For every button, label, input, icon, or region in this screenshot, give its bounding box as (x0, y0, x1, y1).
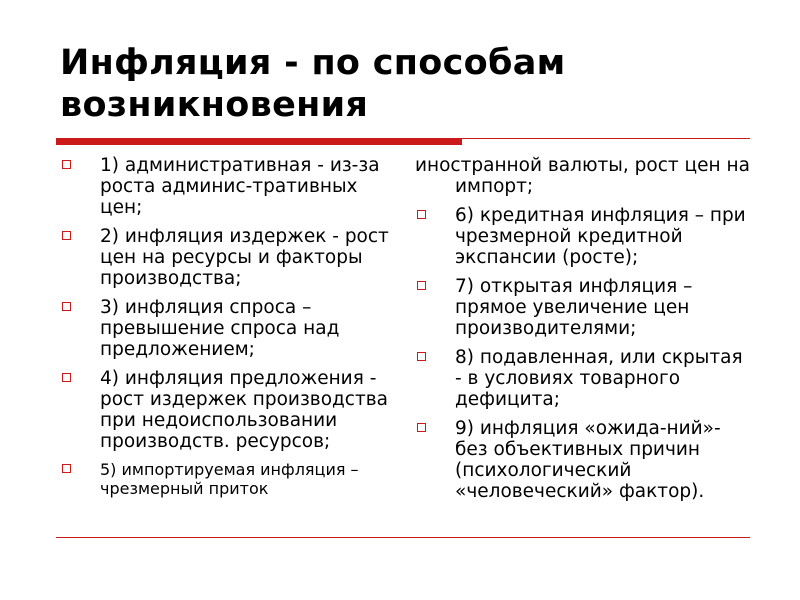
square-bullet-icon (62, 231, 71, 240)
square-bullet-icon (62, 160, 71, 169)
list-item-text: 7) открытая инфляция – прямое увеличение цен производителями; (455, 276, 693, 339)
bottom-divider (56, 537, 750, 538)
list-item-text: 6) кредитная инфляция – при чрезмерной кредитной экспансии (росте); (455, 205, 746, 268)
list-item-text: 8) подавленная, или скрытая - в условиях товарного дефицита; (455, 347, 743, 410)
list-item (60, 155, 400, 218)
square-bullet-icon (417, 352, 426, 361)
left-bullet-list (60, 155, 400, 506)
list-item (415, 418, 750, 502)
title-underline-thin (462, 138, 750, 139)
square-bullet-icon (62, 464, 71, 473)
right-bullet-list (415, 155, 750, 510)
title-underline-thick (56, 138, 462, 145)
list-item-text: 4) инфляция предложения - рост издержек производства при недоиспользовании производств. ресурсов; (100, 368, 388, 452)
list-item (415, 276, 750, 339)
list-item (415, 205, 750, 268)
list-item-text: 5) импортируемая инфляция – чрезмерный приток (100, 460, 359, 498)
list-item-text: 3) инфляция спроса – превышение спроса над предложением; (100, 297, 340, 360)
square-bullet-icon (417, 423, 426, 432)
list-item-continuation (415, 155, 750, 197)
list-item (60, 460, 400, 498)
list-item-text: иностранной валюты, рост цен на импорт; (415, 155, 750, 197)
square-bullet-icon (62, 373, 71, 382)
list-item (60, 297, 400, 360)
list-item-text: 9) инфляция «ожида-ний»- без объективных причин (психологический «человеческий» фактор). (455, 418, 721, 502)
square-bullet-icon (417, 210, 426, 219)
list-item (60, 368, 400, 452)
list-item-text: 2) инфляция издержек - рост цен на ресурсы и факторы производства; (100, 226, 389, 289)
square-bullet-icon (62, 302, 71, 311)
square-bullet-icon (417, 281, 426, 290)
list-item-text: 1) административная - из-за роста админис-тративных цен; (100, 155, 380, 218)
list-item (415, 347, 750, 410)
slide-title: Инфляция - по способам возникновения (60, 43, 566, 125)
list-item (60, 226, 400, 289)
